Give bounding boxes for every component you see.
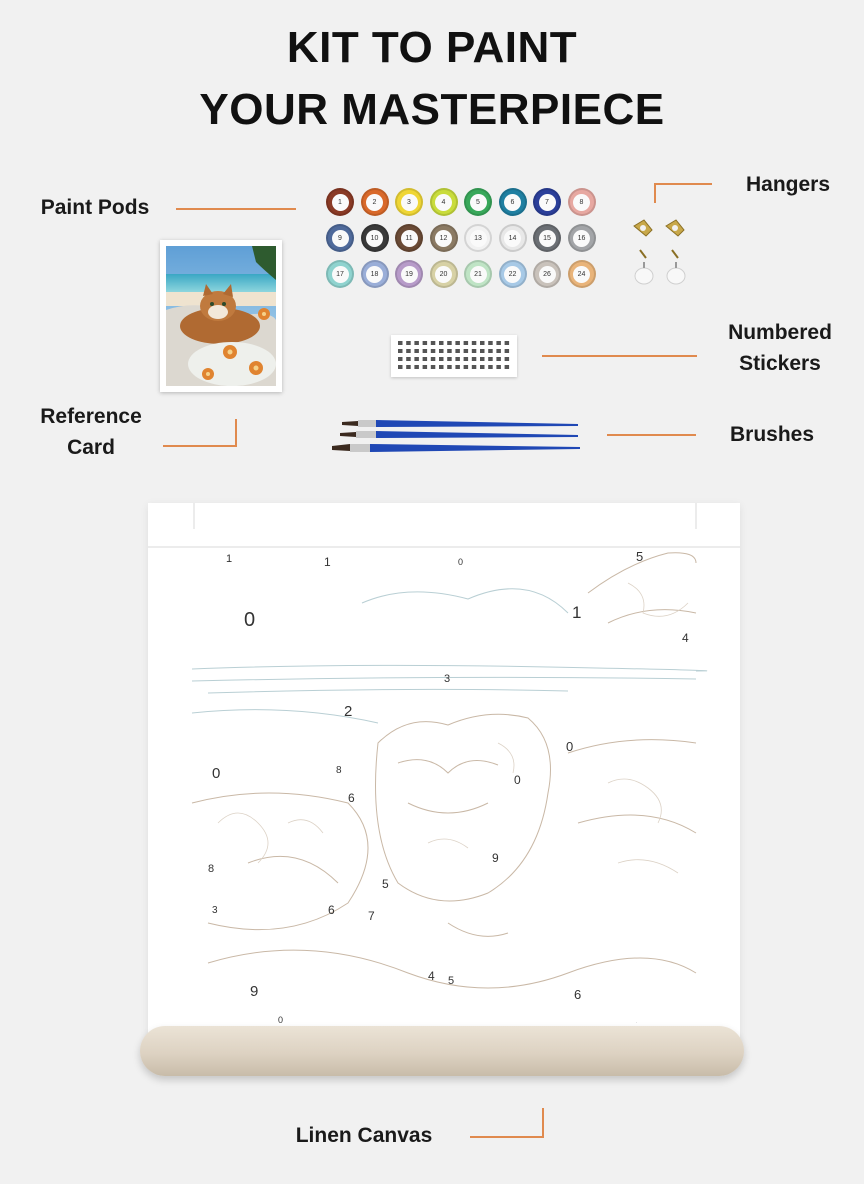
canvas-number: 3 — [212, 905, 218, 916]
sticker — [505, 341, 510, 345]
sticker — [406, 365, 411, 369]
label-paint-pods: Paint Pods — [40, 196, 150, 219]
sticker — [480, 341, 485, 345]
sticker — [505, 349, 510, 353]
canvas-number: 3 — [444, 673, 451, 685]
paint-pod — [533, 224, 561, 252]
paint-pod-number: 1 — [332, 194, 349, 211]
linen-canvas-sheet — [148, 503, 740, 1043]
canvas-number: 0 — [514, 773, 521, 787]
reference-card — [160, 240, 282, 392]
sticker — [406, 341, 411, 345]
canvas-number: 9 — [250, 983, 259, 1000]
label-brushes: Brushes — [729, 423, 815, 446]
paint-pod — [395, 224, 423, 252]
sticker — [398, 341, 403, 345]
paint-pod — [326, 188, 354, 216]
heading-line-2: YOUR MASTERPIECE — [199, 85, 665, 134]
sticker — [505, 365, 510, 369]
paint-pod — [568, 188, 596, 216]
paint-pod — [533, 260, 561, 288]
leader-linen-canvas-v — [542, 1108, 544, 1138]
paint-pod — [464, 188, 492, 216]
paint-pod-number: 9 — [332, 230, 349, 247]
paint-pod-number: 3 — [401, 194, 418, 211]
sticker — [406, 357, 411, 361]
paint-pod — [395, 188, 423, 216]
paint-pod — [568, 260, 596, 288]
paint-pod-number: 6 — [504, 194, 521, 211]
paint-pod-number: 15 — [539, 230, 556, 247]
paint-pod-number: 14 — [504, 230, 521, 247]
sticker — [439, 357, 444, 361]
sticker — [431, 349, 436, 353]
sticker — [414, 365, 419, 369]
label-hangers: Hangers — [745, 173, 831, 196]
sticker — [439, 341, 444, 345]
paint-pod — [326, 260, 354, 288]
canvas-number: 8 — [208, 863, 215, 875]
sticker — [414, 357, 419, 361]
sticker — [496, 341, 501, 345]
paint-pod-number: 13 — [470, 230, 487, 247]
label-reference-card-2: Card — [67, 436, 115, 459]
canvas-number: 0 — [212, 765, 221, 782]
paint-pod-number: 19 — [401, 266, 418, 283]
canvas-number: 0 — [566, 739, 574, 754]
paint-pod-number: 11 — [401, 230, 418, 247]
sticker — [423, 357, 428, 361]
sticker — [480, 349, 485, 353]
sticker — [496, 357, 501, 361]
sticker — [464, 341, 469, 345]
numbered-stickers-sheet — [391, 335, 517, 377]
sticker — [488, 349, 493, 353]
linen-canvas-roll — [140, 1026, 744, 1076]
sticker — [496, 349, 501, 353]
paint-pod — [568, 224, 596, 252]
paint-pod-number: 5 — [470, 194, 487, 211]
paint-pod-number: 8 — [573, 194, 590, 211]
leader-reference-card-h — [163, 445, 237, 447]
canvas-number: 0 — [244, 609, 256, 631]
paint-pod — [395, 260, 423, 288]
sticker — [431, 357, 436, 361]
paint-pod-number: 4 — [435, 194, 452, 211]
sticker — [464, 365, 469, 369]
sticker — [423, 365, 428, 369]
sticker — [414, 349, 419, 353]
paint-pod — [361, 188, 389, 216]
paint-pod-number: 2 — [366, 194, 383, 211]
paint-pod — [430, 260, 458, 288]
sticker — [431, 365, 436, 369]
sticker — [447, 341, 452, 345]
canvas-number: 0 — [458, 557, 464, 567]
paint-pod-number: 17 — [332, 266, 349, 283]
canvas-number: 6 — [328, 903, 335, 917]
canvas-number: 2 — [636, 1023, 637, 1024]
sticker — [398, 365, 403, 369]
sticker — [431, 341, 436, 345]
leader-paint-pods — [176, 208, 296, 210]
leader-numbered-stickers — [542, 355, 697, 357]
reference-card-image — [160, 240, 282, 392]
paint-pod — [430, 188, 458, 216]
canvas-number: 5 — [448, 975, 455, 987]
canvas-number: 1 — [572, 603, 582, 622]
sticker — [447, 357, 452, 361]
canvas-number: 5 — [636, 549, 644, 564]
paint-pod-number: 26 — [539, 266, 556, 283]
canvas-number: 4 — [682, 631, 689, 645]
leader-reference-card-v — [235, 419, 237, 447]
canvas-number: 1 — [324, 555, 331, 569]
canvas-number: 8 — [336, 765, 342, 776]
sticker — [472, 341, 477, 345]
label-linen-canvas: Linen Canvas — [295, 1124, 433, 1147]
paint-pod-number: 24 — [573, 266, 590, 283]
sticker — [488, 341, 493, 345]
paint-pod — [430, 224, 458, 252]
sticker — [439, 365, 444, 369]
paint-pod-number: 16 — [573, 230, 590, 247]
sticker — [455, 357, 460, 361]
sticker — [406, 349, 411, 353]
label-numbered-stickers-2: Stickers — [739, 352, 821, 375]
sticker — [464, 349, 469, 353]
sticker — [398, 349, 403, 353]
sticker — [447, 349, 452, 353]
canvas-number: 0 — [278, 1015, 284, 1025]
sticker — [423, 341, 428, 345]
paint-pod-number: 10 — [366, 230, 383, 247]
sticker — [455, 349, 460, 353]
sticker — [455, 341, 460, 345]
canvas-number: 6 — [574, 987, 582, 1002]
paint-pod-number: 12 — [435, 230, 452, 247]
leader-brushes — [607, 434, 696, 436]
sticker — [488, 365, 493, 369]
leader-linen-canvas-h — [470, 1136, 544, 1138]
canvas-number: 2 — [344, 703, 353, 720]
paint-pod-number: 21 — [470, 266, 487, 283]
brushes-icon — [328, 416, 586, 458]
canvas-number: 1 — [226, 553, 233, 565]
paint-pod — [499, 188, 527, 216]
paint-pod — [499, 224, 527, 252]
sticker — [480, 357, 485, 361]
sticker — [505, 357, 510, 361]
canvas-number: 5 — [382, 877, 389, 891]
paint-pod-number: 20 — [435, 266, 452, 283]
paint-pod — [533, 188, 561, 216]
paint-pods-tray — [322, 184, 604, 300]
paint-pod — [464, 224, 492, 252]
sticker — [472, 365, 477, 369]
paint-pod — [499, 260, 527, 288]
paint-pod — [464, 260, 492, 288]
sticker — [464, 357, 469, 361]
canvas-outline-drawing — [148, 503, 740, 1043]
sticker — [447, 365, 452, 369]
heading-line-1: KIT TO PAINT — [286, 23, 578, 72]
paint-pod — [361, 224, 389, 252]
hangers-icon — [628, 214, 694, 294]
canvas-number: 6 — [348, 791, 355, 805]
paint-pod-number: 7 — [539, 194, 556, 211]
sticker — [472, 349, 477, 353]
sticker — [439, 349, 444, 353]
sticker — [488, 357, 493, 361]
paint-pod — [326, 224, 354, 252]
leader-hangers-v — [654, 183, 656, 203]
paint-pod — [361, 260, 389, 288]
sticker — [480, 365, 485, 369]
sticker — [423, 349, 428, 353]
canvas-number: 4 — [428, 969, 435, 983]
sticker — [455, 365, 460, 369]
leader-hangers-h — [654, 183, 712, 185]
canvas-number: 7 — [368, 909, 375, 923]
canvas-number: 9 — [492, 851, 499, 865]
label-reference-card-1: Reference — [40, 405, 142, 428]
paint-pod-number: 18 — [366, 266, 383, 283]
label-numbered-stickers-1: Numbered — [728, 321, 832, 344]
sticker — [472, 357, 477, 361]
sticker — [496, 365, 501, 369]
paint-pod-number: 22 — [504, 266, 521, 283]
sticker — [414, 341, 419, 345]
sticker — [398, 357, 403, 361]
